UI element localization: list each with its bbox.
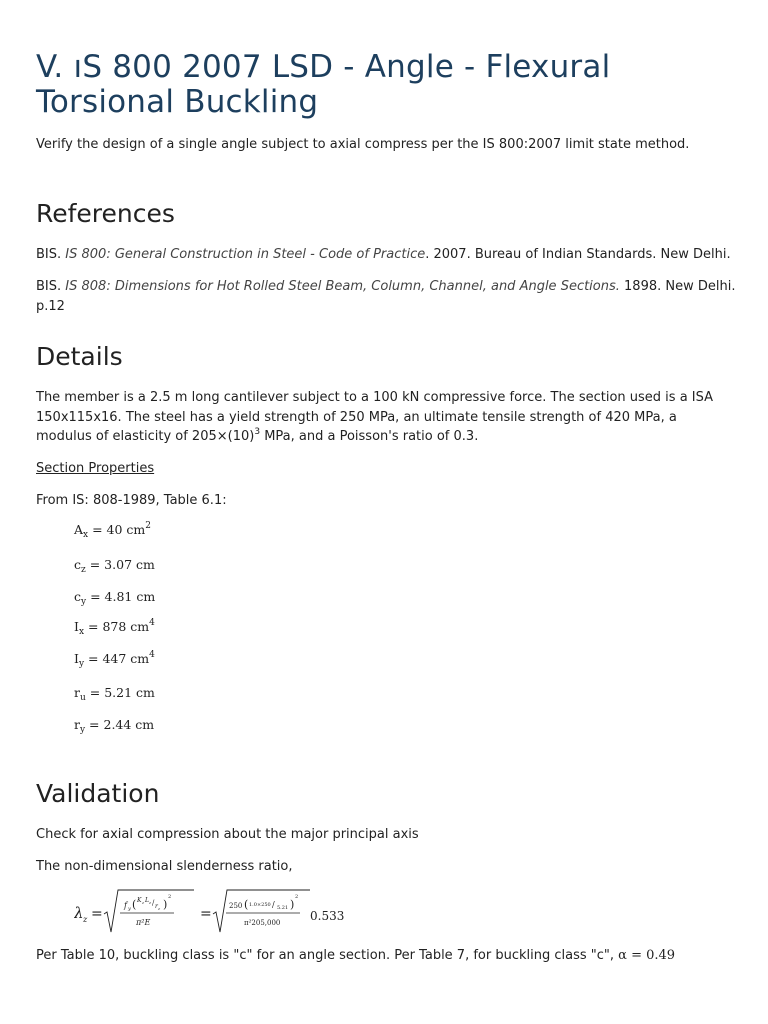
exponent: 3 bbox=[254, 427, 261, 437]
r-symbol: r bbox=[155, 903, 158, 910]
slash-2: / bbox=[272, 900, 275, 909]
exponent-1: 2 bbox=[168, 894, 172, 900]
property-item: $A_x = 40$ $cm^2$ bbox=[74, 521, 151, 540]
slash: / bbox=[152, 899, 155, 907]
source-note: From IS: 808-1989, Table 6.1: bbox=[36, 493, 227, 508]
l-symbol: L bbox=[145, 897, 149, 904]
check-text: Check for axial compression about the major principal axis bbox=[36, 827, 419, 842]
property-item: $I_y = 447$ $cm^4$ bbox=[74, 650, 155, 669]
k-subscript: z bbox=[142, 900, 145, 905]
paren-close-2: ) bbox=[290, 898, 295, 911]
buckling-sentence: Per Table 10, buckling class is "c" for an angle section. Per Table 7, for buckling class "c", bbox=[36, 948, 619, 963]
reference-prefix: BIS. bbox=[36, 247, 66, 262]
intro-text: Verify the design of a single angle subject to axial compress per the IS 800:2007 limit state method. bbox=[36, 137, 690, 152]
equals-sign-2: = bbox=[200, 906, 212, 922]
property-item: $r_u = 5.21$ cm bbox=[74, 685, 155, 703]
r-subscript: z bbox=[158, 906, 161, 911]
section-properties-label bbox=[36, 459, 736, 479]
lambda-symbol: λ bbox=[74, 904, 84, 922]
slenderness-text: The non-dimensional slenderness ratio, bbox=[36, 859, 293, 874]
fy-symbol: f bbox=[124, 901, 127, 910]
references-heading: References bbox=[36, 199, 175, 228]
section-properties-link: Section Properties bbox=[36, 461, 155, 476]
property-item: $I_x = 878$ $cm^4$ bbox=[74, 618, 155, 637]
details-text: The member is a 2.5 m long cantilever subject to a 100 kN compressive force. The section used is a ISA 150x115x16. The steel has a yield strength of 250 MPa, an ultimate tensile strength of 420 MPa, a modulus of elasticity of 205×(10) bbox=[36, 390, 714, 444]
details-heading: Details bbox=[36, 342, 123, 371]
k-symbol: K bbox=[137, 897, 142, 904]
fy-subscript: y bbox=[128, 906, 131, 912]
property-item: $c_y = 4.81$ cm bbox=[74, 589, 156, 607]
alpha-value: α = 0.49 bbox=[618, 948, 676, 963]
inner-denominator: 5.21 bbox=[277, 905, 289, 911]
result-value: 0.533 bbox=[310, 909, 345, 923]
property-item: $c_z = 3.07$ cm bbox=[74, 557, 155, 575]
numerator-value: 250 bbox=[229, 902, 243, 910]
lambda-subscript: z bbox=[83, 915, 88, 924]
validation-heading: Validation bbox=[36, 779, 160, 808]
paren-close: ) bbox=[163, 898, 168, 911]
reference-title: IS 808: Dimensions for Hot Rolled Steel Beam, Column, Channel, and Angle Sections. bbox=[65, 279, 620, 294]
paren-open-2: ( bbox=[244, 898, 249, 911]
page-title: V. ıS 800 2007 LSD - Angle - Flexural Torsional Buckling bbox=[36, 49, 611, 120]
reference-item bbox=[36, 277, 736, 316]
denominator-1: π²E bbox=[136, 918, 151, 927]
reference-suffix: 1898. New Delhi. p.12 bbox=[36, 279, 736, 314]
property-item: $r_y = 2.44$ cm bbox=[74, 717, 155, 735]
details-paragraph bbox=[36, 388, 736, 447]
reference-title: IS 800: General Construction in Steel - Code of Practice bbox=[65, 247, 426, 262]
details-text: MPa, and a Poisson's ratio of 0.3. bbox=[260, 429, 479, 444]
paren-open: ( bbox=[132, 898, 137, 911]
denominator-2: π²205,000 bbox=[244, 919, 281, 927]
slenderness-equation bbox=[74, 888, 374, 938]
reference-suffix: . 2007. Bureau of Indian Standards. New Delhi. bbox=[425, 247, 731, 262]
inner-numerator: 1.0×250 bbox=[249, 902, 271, 908]
l-subscript: z bbox=[149, 900, 152, 905]
reference-item bbox=[36, 245, 736, 265]
reference-prefix: BIS. bbox=[36, 279, 66, 294]
exponent-2: 2 bbox=[295, 894, 299, 900]
equals-sign: = bbox=[91, 906, 103, 922]
buckling-text bbox=[36, 946, 736, 966]
